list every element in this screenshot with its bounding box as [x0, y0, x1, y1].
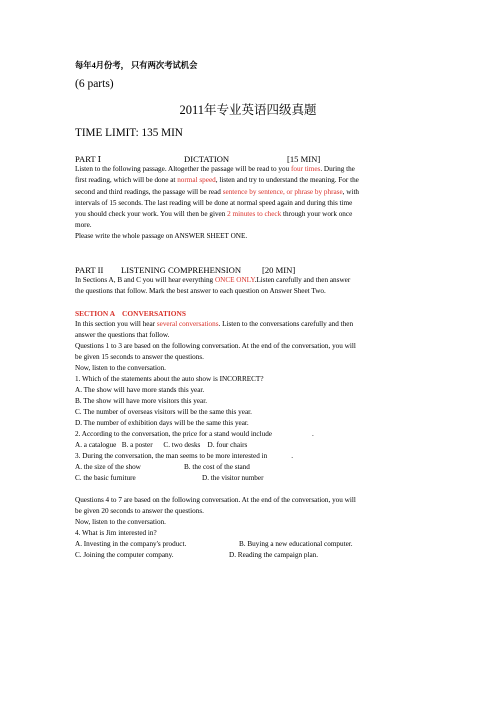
time-limit: TIME LIMIT: 135 MIN — [75, 127, 183, 139]
part-1-line-6: more. — [75, 221, 92, 229]
part-1-line-3: second and third readings, the passage will be read sentence by sentence, or phrase by phrase, with — [75, 188, 360, 196]
question-1-option-a: A. The show will have more stands this year. — [75, 386, 205, 394]
question-1-option-d: D. The number of exhibition days will be the same this year. — [75, 419, 249, 427]
section-a-line-5: Now, listen to the conversation. — [75, 364, 166, 372]
document-title: 2011年专业英语四级真题 — [179, 103, 317, 117]
parts-count: (6 parts) — [75, 78, 114, 90]
part-2-line-1: In Sections A, B and C you will hear everything ONCE ONLY.Listen carefully and then answer — [75, 276, 351, 284]
part-1-name: DICTATION — [184, 154, 230, 164]
question-2: 2. According to the conversation, the price for a stand would include . — [75, 430, 314, 438]
section-a-line-6: Questions 4 to 7 are based on the following conversation. At the end of the conversation, you will — [75, 496, 356, 504]
exam-note: 每年4月份考， 只有两次考试机会 — [75, 61, 198, 70]
section-a-line-1: In this section you will hear several conversations. Listen to the conversations carefully and then — [75, 320, 354, 328]
section-a-line-8: Now, listen to the conversation. — [75, 518, 166, 526]
part-1-label: PART Ⅰ — [75, 154, 102, 164]
part-1-line-2: first reading, which will be done at normal speed, listen and try to understand the meaning. For the — [75, 176, 359, 184]
question-3-option-b: B. the cost of the stand — [184, 463, 250, 471]
question-3-option-c: C. the basic furniture — [75, 474, 136, 482]
part-2-line-2: the questions that follow. Mark the best answer to each question on Answer Sheet Two. — [75, 287, 326, 295]
part-1-line-7: Please write the whole passage on ANSWER SHEET ONE. — [75, 232, 248, 240]
question-2-options: A. a catalogue B. a poster C. two desks D. four chairs — [75, 441, 248, 449]
question-3-option-a: A. the size of the show — [75, 463, 141, 471]
part-1-line-4: intervals of 15 seconds. The last reading will be done at normal speed again and during this time — [75, 199, 353, 207]
question-4-option-c: C. Joining the computer company. — [75, 551, 174, 559]
section-a-heading: SECTION A CONVERSATIONS — [75, 309, 186, 318]
question-4: 4. What is Jim interested in? — [75, 529, 157, 537]
part-1-time: [15 MIN] — [287, 154, 321, 164]
question-4-option-b: B. Buying a new educational computer. — [239, 540, 353, 548]
question-4-option-d: D. Reading the campaign plan. — [229, 551, 319, 559]
question-1: 1. Which of the statements about the auto show is INCORRECT? — [75, 375, 264, 383]
part-2-name: LISTENING COMPREHENSION — [121, 265, 242, 275]
part-1-line-1: Listen to the following passage. Altogether the passage will be read to you four times. During the — [75, 165, 355, 173]
section-a-line-2: answer the questions that follow. — [75, 331, 170, 339]
section-a-line-3: Questions 1 to 3 are based on the following conversation. At the end of the conversation, you will — [75, 342, 356, 350]
part-2-label: PART II — [75, 265, 104, 275]
part-1-line-5: you should check your work. You will then be given 2 minutes to check through your work once — [75, 210, 353, 218]
question-3-option-d: D. the visitor number — [202, 474, 264, 482]
question-4-option-a: A. Investing in the company's product. — [75, 540, 187, 548]
question-1-option-b: B. The show will have more visitors this year. — [75, 397, 208, 405]
part-2-time: [20 MIN] — [262, 265, 296, 275]
question-1-option-c: C. The number of overseas visitors will be the same this year. — [75, 408, 252, 416]
section-a-line-7: be given 20 seconds to answer the questions. — [75, 507, 204, 515]
section-a-line-4: be given 15 seconds to answer the questions. — [75, 353, 204, 361]
question-3: 3. During the conversation, the man seems to be more interested in . — [75, 452, 294, 460]
